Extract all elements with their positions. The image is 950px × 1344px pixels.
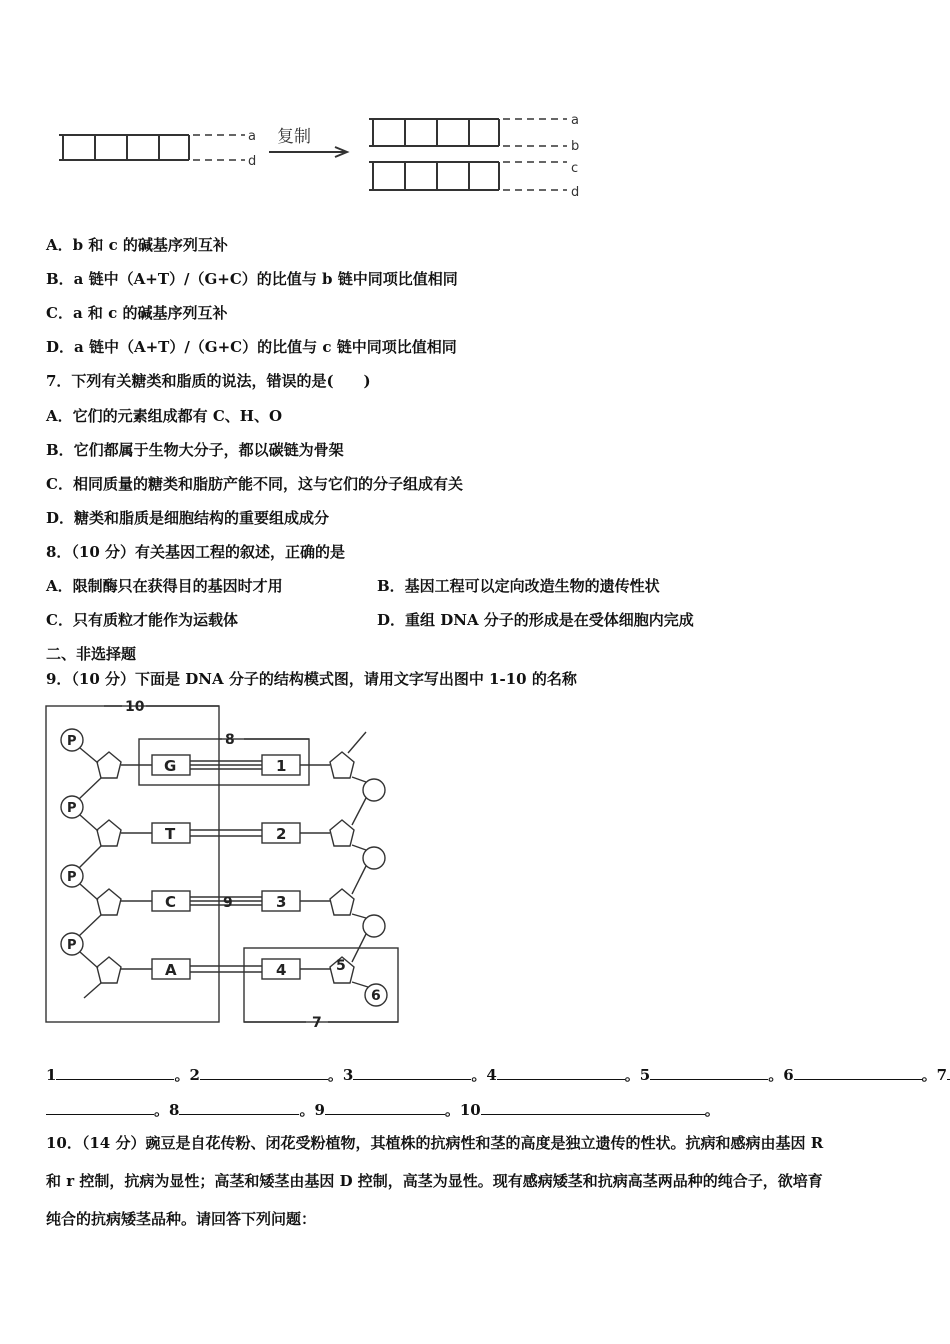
base-t: T	[165, 825, 176, 843]
section-title: 二、非选择题	[46, 645, 137, 663]
q6-option-b: B．a 链中（A+T）/（G+C）的比值与 b 链中同项比值相同	[46, 270, 458, 288]
left-label-a: a	[248, 129, 256, 144]
answer-blank-9[interactable]	[325, 1098, 445, 1115]
q7-option-c: C．相同质量的糖类和脂肪产能不同，这与它们的分子组成有关	[46, 475, 463, 493]
number-5: 5	[336, 958, 346, 974]
left-label-d: d	[248, 154, 257, 169]
blank-label-3: 。3	[327, 1066, 354, 1084]
dna-structure-diagram	[44, 700, 404, 1030]
blank-label-10: 。10	[444, 1101, 481, 1119]
blank-label-4: 。4	[471, 1066, 497, 1084]
number-6: 6	[371, 988, 381, 1004]
q10-line-3: 纯合的抗病矮茎品种。请回答下列问题：	[46, 1210, 317, 1228]
phosphate-label: P	[67, 801, 77, 816]
q8-option-b: B．基因工程可以定向改造生物的遗传性状	[377, 577, 660, 595]
answer-blank-1[interactable]	[56, 1063, 174, 1080]
q10-line-2: 和 r 控制，抗病为显性；高茎和矮茎由基因 D 控制，高茎为显性。现有感病矮茎和抗病高茎两品种的纯合子，欲培育	[46, 1172, 823, 1190]
right-label-a: a	[571, 113, 579, 128]
q8-option-d: D．重组 DNA 分子的形成是在受体细胞内完成	[377, 611, 694, 629]
number-9: 9	[223, 895, 233, 911]
q7-option-b: B．它们都属于生物大分子，都以碳链为骨架	[46, 441, 344, 459]
q6-option-c: C．a 和 c 的碱基序列互补	[46, 304, 228, 322]
answer-blank-3[interactable]	[353, 1063, 471, 1080]
right-label-b: b	[571, 139, 580, 154]
q8-option-a: A．限制酶只在获得目的基因时才用	[46, 577, 283, 595]
blank-label-6: 。6	[768, 1066, 794, 1084]
q9-answer-line-2	[46, 1098, 720, 1120]
q10-line-1: 10．（14 分）豌豆是自花传粉、闭花受粉植物，其植株的抗病性和茎的高度是独立遗传的性状。抗病和感病由基因 R	[46, 1134, 824, 1152]
answer-blank-6[interactable]	[794, 1063, 922, 1080]
q9-stem: 9．（10 分）下面是 DNA 分子的结构模式图，请用文字写出图中 1-10 的名称	[46, 670, 577, 688]
q7-option-a: A．它们的元素组成都有 C、H、O	[46, 407, 283, 425]
base-a: A	[165, 961, 177, 979]
number-7: 7	[312, 1015, 322, 1030]
answer-blank-7b[interactable]	[46, 1098, 154, 1115]
phosphate-label: P	[67, 734, 77, 749]
number-1: 1	[276, 757, 287, 775]
q6-option-a: A．b 和 c 的碱基序列互补	[46, 236, 228, 254]
answer-blank-5[interactable]	[650, 1063, 768, 1080]
blank-label-1: 1	[46, 1066, 57, 1084]
number-4: 4	[276, 961, 287, 979]
q6-option-d: D．a 链中（A+T）/（G+C）的比值与 c 链中同项比值相同	[46, 338, 457, 356]
number-3: 3	[276, 893, 287, 911]
q8-option-c: C．只有质粒才能作为运载体	[46, 611, 238, 629]
answer-blank-10[interactable]	[481, 1098, 705, 1115]
arrow-label: 复制	[277, 127, 311, 147]
number-10: 10	[125, 700, 145, 715]
blank-label-7: 。7	[921, 1066, 948, 1084]
number-2: 2	[276, 825, 287, 843]
blank-end: 。	[704, 1101, 720, 1119]
answer-blank-2[interactable]	[200, 1063, 328, 1080]
blank-label-2: 。2	[174, 1066, 200, 1084]
answer-blank-8[interactable]	[179, 1098, 299, 1115]
blank-label-5: 。5	[624, 1066, 651, 1084]
phosphate-label: P	[67, 938, 77, 953]
right-label-d: d	[571, 185, 580, 200]
number-8: 8	[225, 732, 235, 748]
base-g: G	[164, 757, 177, 775]
replication-figure	[55, 110, 595, 202]
q7-option-d: D．糖类和脂质是细胞结构的重要组成成分	[46, 509, 330, 527]
blank-label-8: 。8	[154, 1101, 180, 1119]
right-label-c: c	[571, 161, 579, 176]
blank-label-9: 。9	[299, 1101, 325, 1119]
answer-blank-4[interactable]	[497, 1063, 625, 1080]
phosphate-label: P	[67, 870, 77, 885]
q9-answer-line-1	[46, 1063, 950, 1085]
base-c: C	[165, 893, 177, 911]
q7-stem: 7．下列有关糖类和脂质的说法，错误的是( )	[46, 372, 371, 390]
q8-stem: 8．（10 分）有关基因工程的叙述，正确的是	[46, 543, 346, 561]
